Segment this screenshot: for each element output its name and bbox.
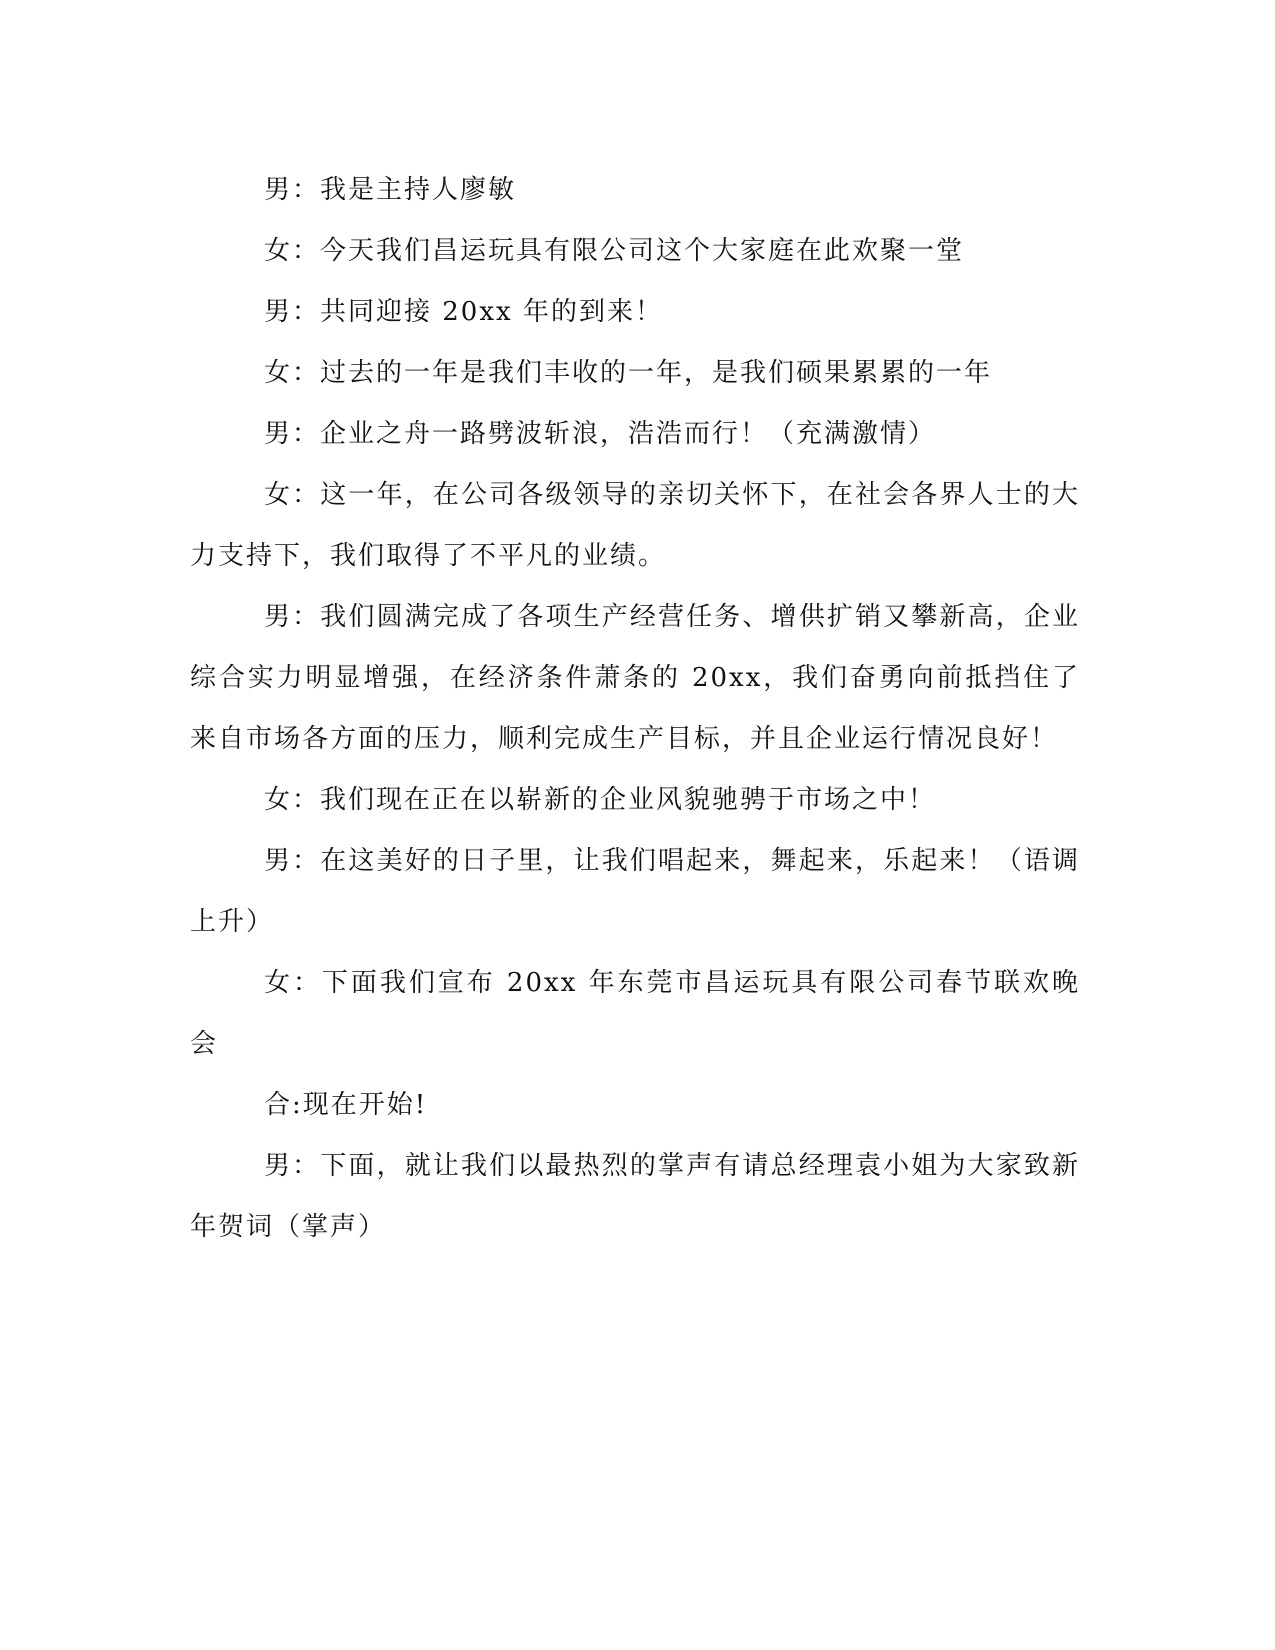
dialogue-line: 男：共同迎接 20xx 年的到来！ (264, 297, 663, 327)
dialogue-line: 女：下面我们宣布 20xx 年东莞市昌运玩具有限公司春节联欢晚会 (190, 968, 1080, 1059)
document-body (190, 160, 1080, 1258)
dialogue-line: 男：我是主持人廖敏 (264, 175, 517, 205)
dialogue-line: 男：在这美好的日子里，让我们唱起来，舞起来，乐起来！（语调上升） (190, 846, 1080, 937)
dialogue-line: 男：我们圆满完成了各项生产经营任务、增供扩销又攀新高，企业综合实力明显增强，在经济条件萧条的 20xx，我们奋勇向前抵挡住了来自市场各方面的压力，顺利完成生产目标，并且企业运行情况良好！ (190, 602, 1080, 754)
dialogue-line: 合:现在开始! (264, 1090, 428, 1120)
dialogue-line: 男：下面，就让我们以最热烈的掌声有请总经理袁小姐为大家致新年贺词（掌声） (190, 1151, 1080, 1242)
dialogue-line: 男：企业之舟一路劈波斩浪，浩浩而行！（充满激情） (264, 419, 937, 449)
dialogue-line: 女：这一年，在公司各级领导的亲切关怀下，在社会各界人士的大力支持下，我们取得了不平凡的业绩。 (190, 480, 1080, 571)
dialogue-line: 女：过去的一年是我们丰收的一年，是我们硕果累累的一年 (264, 358, 993, 388)
dialogue-line: 女：今天我们昌运玩具有限公司这个大家庭在此欢聚一堂 (264, 236, 965, 266)
dialogue-line: 女：我们现在正在以崭新的企业风貌驰骋于市场之中！ (264, 785, 937, 815)
